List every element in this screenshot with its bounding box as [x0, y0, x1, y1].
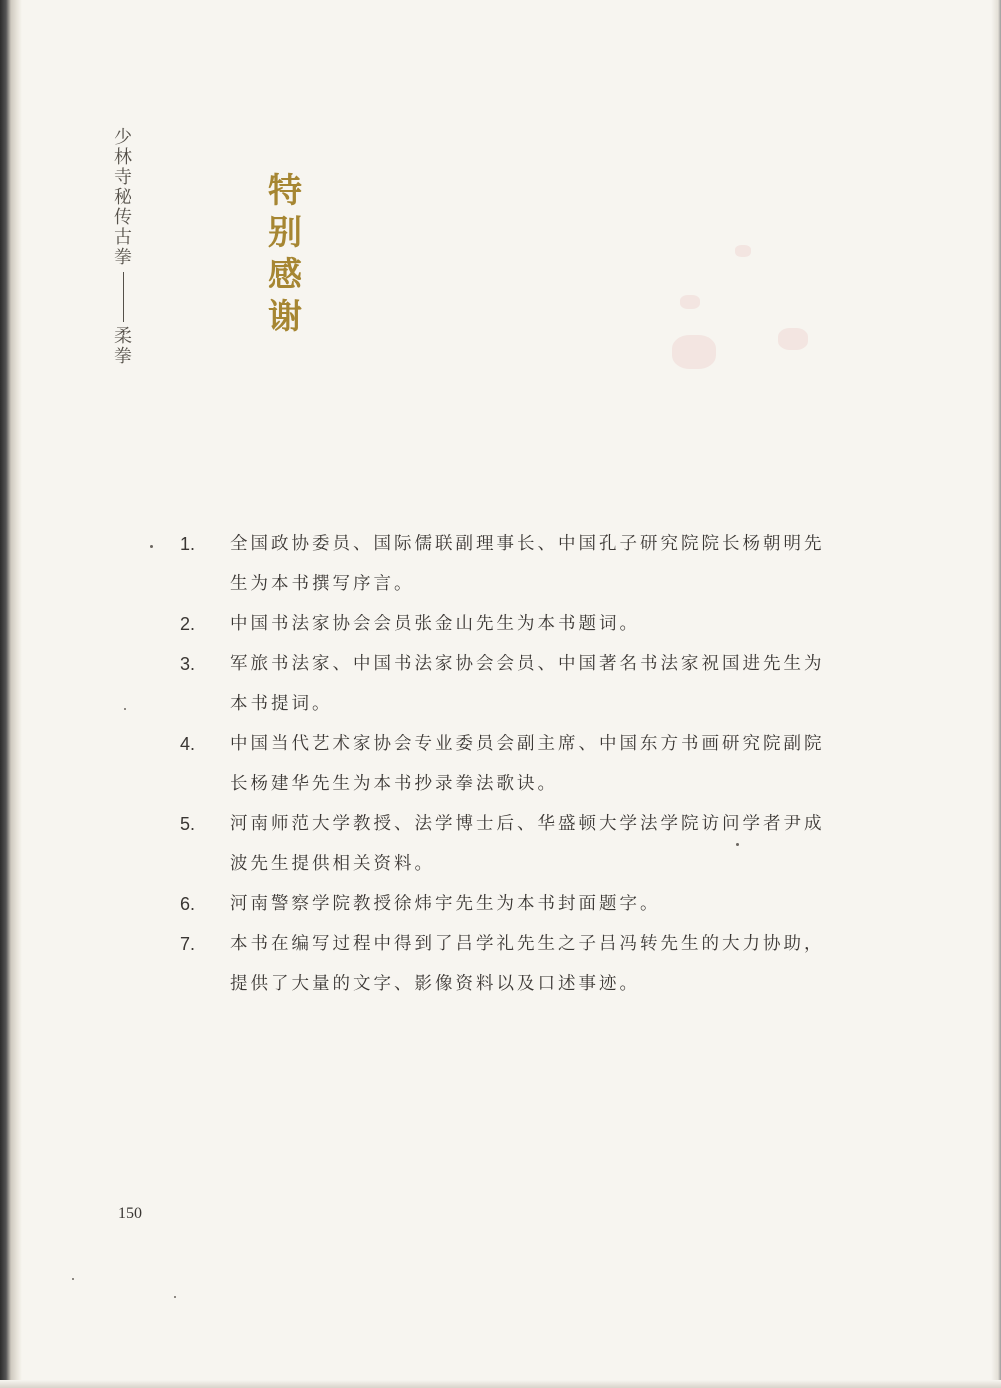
faded-seal-mark	[680, 295, 700, 309]
list-item-number: 4.	[180, 734, 196, 754]
list-item-number: 2.	[180, 614, 196, 634]
scan-speck	[124, 708, 126, 710]
list-item-text: 中国当代艺术家协会专业委员会副主席、中国东方书画研究院副院长杨建华先生为本书抄录拳法歌诀。	[230, 734, 825, 794]
list-item-number: 1.	[180, 534, 196, 554]
acknowledgement-list	[180, 524, 840, 1004]
scan-speck	[174, 1296, 176, 1298]
heading-char: 别	[268, 213, 302, 253]
page-heading	[266, 170, 304, 338]
running-title-dash	[123, 272, 124, 322]
list-item-text: 本书在编写过程中得到了吕学礼先生之子吕冯转先生的大力协助，提供了大量的文字、影像资料以及口述事迹。	[230, 934, 825, 994]
list-item-text: 中国书法家协会会员张金山先生为本书题词。	[230, 614, 640, 634]
page-edge-bottom	[0, 1380, 1001, 1388]
running-title-char: 寺	[114, 167, 132, 188]
list-item	[180, 604, 840, 644]
list-item-text: 河南师范大学教授、法学博士后、华盛顿大学法学院访问学者尹成波先生提供相关资料。	[230, 814, 825, 874]
list-item-text: 全国政协委员、国际儒联副理事长、中国孔子研究院院长杨朝明先生为本书撰写序言。	[230, 534, 825, 594]
heading-char: 感	[268, 255, 302, 295]
list-item-number: 7.	[180, 934, 196, 954]
running-title-char: 古	[114, 227, 132, 248]
scan-speck	[150, 545, 153, 548]
running-title-char: 传	[114, 207, 132, 228]
list-item-number: 3.	[180, 654, 196, 674]
running-title-char: 拳	[114, 346, 132, 367]
scan-speck	[736, 843, 739, 846]
page-edge-right	[991, 0, 1001, 1388]
list-item	[180, 804, 840, 884]
running-title-char: 秘	[114, 187, 132, 208]
running-title-char: 拳	[114, 247, 132, 268]
faded-seal-mark	[778, 328, 808, 350]
list-item-text: 军旅书法家、中国书法家协会会员、中国著名书法家祝国进先生为本书提词。	[230, 654, 825, 714]
list-item	[180, 924, 840, 1004]
heading-char: 特	[268, 171, 302, 211]
list-item	[180, 644, 840, 724]
running-title-char: 少	[114, 127, 132, 148]
scan-speck	[72, 1278, 74, 1280]
page-binding-shadow	[0, 0, 22, 1388]
running-title-char: 柔	[114, 326, 132, 347]
heading-char: 谢	[268, 297, 302, 337]
faded-seal-mark	[672, 335, 716, 369]
faded-seal-mark	[735, 245, 751, 257]
list-item-number: 5.	[180, 814, 196, 834]
list-item	[180, 724, 840, 804]
list-item-text: 河南警察学院教授徐炜宇先生为本书封面题字。	[230, 894, 661, 914]
page-number: 150	[118, 1205, 142, 1222]
list-item-number: 6.	[180, 894, 196, 914]
list-item	[180, 884, 840, 924]
running-title-char: 林	[114, 147, 132, 168]
list-item	[180, 524, 840, 604]
running-title	[111, 128, 135, 367]
